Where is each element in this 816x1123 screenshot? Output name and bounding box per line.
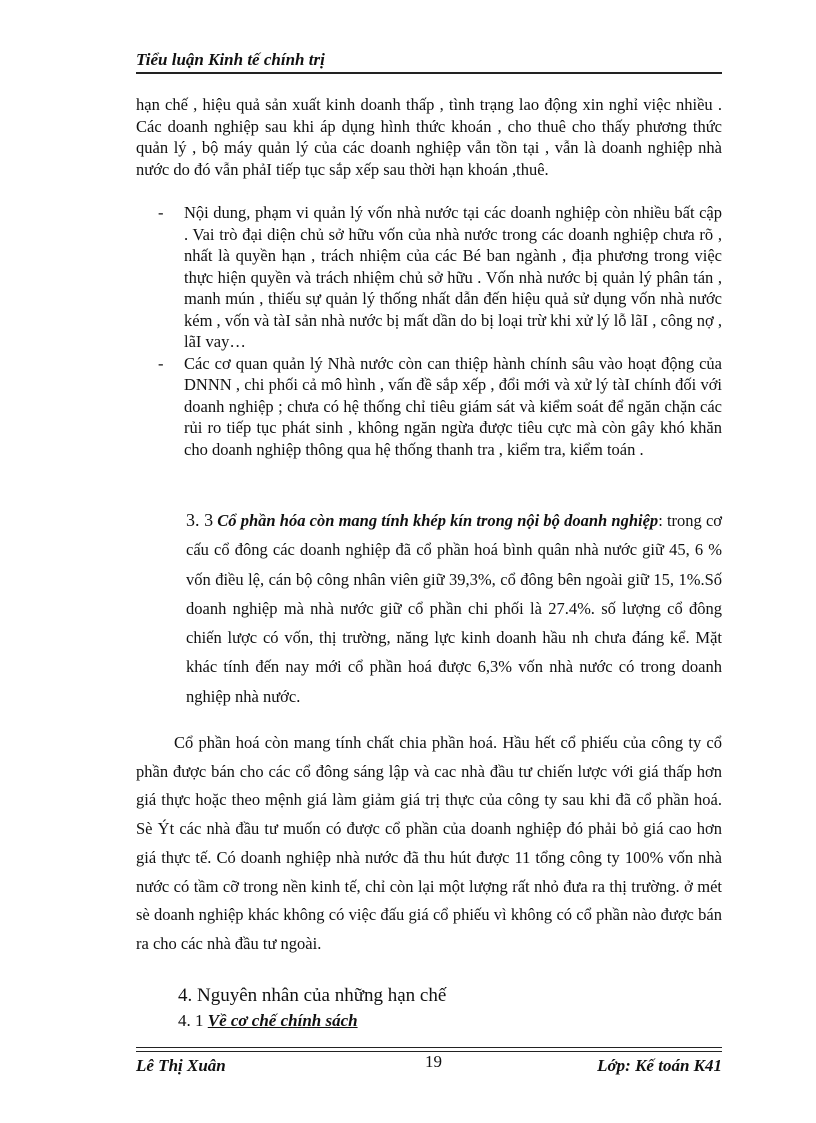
bullet-dash: - — [158, 353, 164, 373]
section-title: Về cơ chế chính sách — [207, 1011, 358, 1030]
header-rule — [136, 72, 722, 74]
section-number: 4. 1 — [178, 1011, 204, 1030]
footer-author: Lê Thị Xuân — [136, 1056, 226, 1075]
paragraph-equitization: Cổ phần hoá còn mang tính chất chia phần hoá. Hầu hết cổ phiếu của công ty cổ phần được bán cho các cổ đông sáng lập và cac nhà đầu tư chiến lược với giá thấp hơn giá thực hoặc theo mệnh giá làm giảm giá trị thực của công ty sau khi đã cổ phần hoá. Sè Ýt các nhà đầu tư muốn có được cổ phần của doanh nghiệp đó phải bỏ giá cao hơn giá thực tế. Có doanh nghiệp nhà nước đã thu hút được 11 tổng công ty 100% vốn nhà nước có tầm cỡ trong nền kinh tế, chỉ còn lại một lượng rất nhỏ đưa ra thị trường. ở mét sè doanh nghiệp khác không có việc đấu giá cổ phiếu vì không có cổ phần nào được bán ra cho các nhà đầu tư ngoài. — [136, 733, 722, 953]
section-text: : trong cơ cấu cổ đông các doanh nghiệp đã cổ phần hoá bình quân nhà nước giữ 45, 6 % vốn điều lệ, cán bộ công nhân viên giữ 39,3%, cổ đông bên ngoài giữ 15, 1%.Số doanh nghiệp mà nhà nước giữ cổ phần chi phối là 27.4%. số lượng cổ đông chiến lược có vốn, thị trường, năng lực kinh doanh hầu nh chưa đáng kể. Mặt khác tính đến nay mới cổ phần hoá được 6,3% vốn nhà nước có trong doanh nghiệp nhà nước. — [186, 511, 723, 706]
page-number: 19 — [425, 1052, 442, 1071]
list-item — [158, 202, 722, 353]
list-item — [158, 353, 722, 461]
section-4-1-heading — [178, 1011, 358, 1031]
bullet-text: Các cơ quan quản lý Nhà nước còn can thiệp hành chính sâu vào hoạt động của DNNN , chi phối cả mô hình , vấn đề sắp xếp , đổi mới và xử lý tàI chính đối với doanh nghiệp ; chưa có hệ thống chỉ tiêu giám sát và kiểm soát để ngăn chặn các rủi ro tiếp tục phát sinh , không ngăn ngừa được tiêu cực mà còn gây khó khăn cho doanh nghiệp thông qua hệ thống thanh tra , kiểm tra, kiểm toán . — [184, 353, 722, 459]
bullet-dash: - — [158, 203, 164, 222]
section-4-heading: 4. Nguyên nhân của những hạn chế — [178, 985, 447, 1006]
bullet-list — [158, 202, 722, 460]
footer-class: Lớp: Kế toán K41 — [597, 1056, 722, 1075]
bullet-text: Nội dung, phạm vi quản lý vốn nhà nước tại các doanh nghiệp còn nhiều bất cập . Vai trò đại diện chủ sở hữu vốn của nhà nước trong các doanh nghiệp chưa rõ , nhất là quyền hạn , trách nhiệm của các Bé ban ngành , địa phương trong việc thực hiện quyền và trách nhiệm chủ sở hữu . Vốn nhà nước bị quản lý phân tán , manh mún , thiếu sự quản lý thống nhất dẫn đến hiệu quả sử dụng vốn nhà nước kém , vốn và tàI sản nhà nước bị mất dần do bị loại trừ khi xử lý lỗ lãI , công nợ , lãI vay… — [184, 203, 722, 351]
section-3-3 — [186, 506, 722, 711]
section-heading: Cổ phần hóa còn mang tính khép kín trong nội bộ doanh nghiệp — [217, 511, 659, 530]
paragraph-intro: hạn chế , hiệu quả sản xuất kinh doanh thấp , tình trạng lao động xin nghỉ việc nhiều . Các doanh nghiệp sau khi áp dụng hình thức khoán , cho thuê cho thấy phương thức quản lý , bộ máy quản lý của các doanh nghiệp vẫn tồn tại , vẫn là doanh nghiệp nhà nước do đó vẫn phảI tiếp tục sắp xếp sau thời hạn khoán ,thuê. — [136, 95, 722, 179]
section-number: 3. 3 — [186, 510, 214, 530]
page-header-title: Tiểu luận Kinh tế chính trị — [136, 50, 325, 69]
